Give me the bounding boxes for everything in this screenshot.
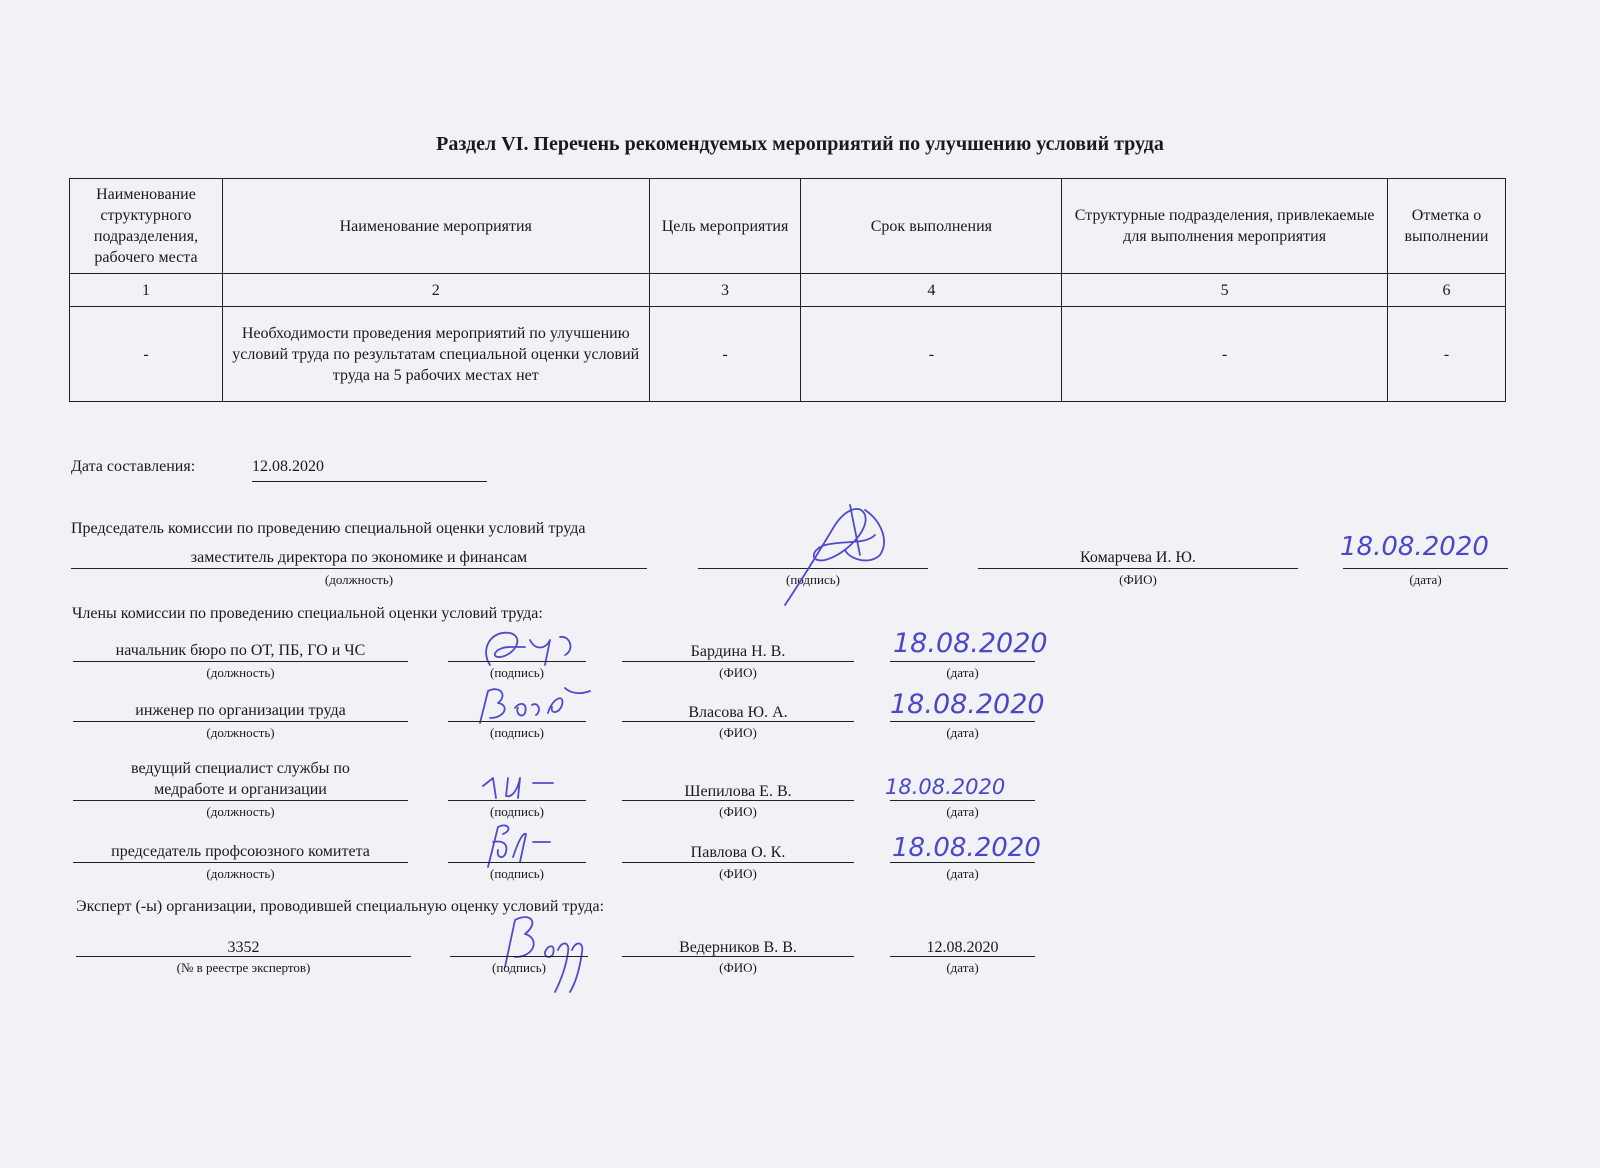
column-number: 4 bbox=[801, 274, 1062, 307]
expert-signature bbox=[490, 912, 600, 997]
table-cell: - bbox=[1062, 307, 1388, 402]
member-position: инженер по организации труда bbox=[135, 702, 346, 719]
member-name-caption: (ФИО) bbox=[719, 725, 757, 740]
member-position-line2: медработе и организации bbox=[154, 781, 327, 798]
chairman-name: Комарчева И. Ю. bbox=[1080, 549, 1196, 566]
member-signature bbox=[470, 625, 590, 670]
expert-signature-line bbox=[450, 956, 588, 957]
member-position-line bbox=[73, 862, 408, 863]
member-signature-caption: (подпись) bbox=[490, 804, 544, 819]
member-position-line bbox=[73, 800, 408, 801]
member-date-line bbox=[890, 721, 1035, 722]
member-name-caption: (ФИО) bbox=[719, 866, 757, 881]
table-number-row bbox=[70, 274, 1506, 307]
header-cell: Цель мероприятия bbox=[649, 179, 801, 274]
table-row bbox=[70, 307, 1506, 402]
table-cell: Необходимости проведения мероприятий по улучшению условий труда по результатам специальной оценки условий труда на 5 рабочих местах нет bbox=[222, 307, 649, 402]
member-position: начальник бюро по ОТ, ПБ, ГО и ЧС bbox=[115, 642, 366, 659]
member-name-line bbox=[622, 661, 854, 662]
column-number: 2 bbox=[222, 274, 649, 307]
member-signature-line bbox=[448, 721, 586, 722]
member-date: 18.08.2020 bbox=[885, 775, 1006, 799]
expert-heading: Эксперт (-ы) организации, проводившей специальную оценку условий труда: bbox=[76, 898, 605, 915]
member-date-caption: (дата) bbox=[946, 804, 979, 819]
member-name-line bbox=[622, 862, 854, 863]
expert-date-caption: (дата) bbox=[946, 960, 979, 975]
expert-date-line bbox=[890, 956, 1035, 957]
chairman-name-caption: (ФИО) bbox=[1119, 572, 1157, 587]
header-cell: Отметка о выполнении bbox=[1388, 179, 1506, 274]
member-name-line bbox=[622, 800, 854, 801]
expert-registry-number: 3352 bbox=[227, 939, 260, 956]
expert-signature-caption: (подпись) bbox=[492, 960, 546, 975]
column-number: 1 bbox=[70, 274, 223, 307]
member-date-line bbox=[890, 862, 1035, 863]
table-cell: - bbox=[70, 307, 223, 402]
date-compiled-value: 12.08.2020 bbox=[252, 458, 324, 475]
header-cell: Срок выполнения bbox=[801, 179, 1062, 274]
member-signature-line bbox=[448, 800, 586, 801]
member-position-line bbox=[73, 661, 408, 662]
date-compiled-label: Дата составления: bbox=[71, 458, 196, 475]
member-date-caption: (дата) bbox=[946, 866, 979, 881]
members-heading: Члены комиссии по проведению специальной оценки условий труда: bbox=[72, 605, 543, 622]
member-date-line bbox=[890, 800, 1035, 801]
member-date-caption: (дата) bbox=[946, 665, 979, 680]
expert-date: 12.08.2020 bbox=[926, 939, 999, 956]
chairman-position: заместитель директора по экономике и финансам bbox=[190, 549, 528, 566]
chairman-position-caption: (должность) bbox=[324, 572, 394, 587]
table-cell: - bbox=[1388, 307, 1506, 402]
member-position: председатель профсоюзного комитета bbox=[111, 843, 370, 860]
section-title: Раздел VI. Перечень рекомендуемых мероприятий по улучшению условий труда bbox=[436, 133, 1164, 155]
chairman-name-line bbox=[978, 568, 1298, 569]
measures-table bbox=[69, 178, 1506, 402]
member-name: Власова Ю. А. bbox=[688, 704, 788, 721]
column-number: 5 bbox=[1062, 274, 1388, 307]
header-cell: Структурные подразделения, привлекаемые для выполнения мероприятия bbox=[1062, 179, 1388, 274]
member-name-caption: (ФИО) bbox=[719, 804, 757, 819]
header-cell: Наименование структурного подразделения, рабочего места bbox=[70, 179, 223, 274]
member-signature-line bbox=[448, 661, 586, 662]
member-date: 18.08.2020 bbox=[890, 689, 1045, 720]
member-name: Павлова О. К. bbox=[690, 844, 786, 861]
member-signature-caption: (подпись) bbox=[490, 665, 544, 680]
expert-name-line bbox=[622, 956, 854, 957]
member-signature-caption: (подпись) bbox=[490, 725, 544, 740]
member-name: Шепилова Е. В. bbox=[684, 783, 792, 800]
chairman-date-line bbox=[1343, 568, 1508, 569]
chairman-position-line bbox=[71, 568, 647, 569]
chairman-date: 18.08.2020 bbox=[1340, 532, 1489, 562]
member-date: 18.08.2020 bbox=[893, 628, 1048, 659]
chairman-signature-caption: (подпись) bbox=[786, 572, 840, 587]
column-number: 3 bbox=[649, 274, 801, 307]
member-position-caption: (должность) bbox=[206, 804, 275, 819]
table-header-row bbox=[70, 179, 1506, 274]
member-date-caption: (дата) bbox=[946, 725, 979, 740]
member-signature bbox=[478, 768, 578, 803]
chairman-date-caption: (дата) bbox=[1409, 572, 1442, 587]
member-position-line bbox=[73, 721, 408, 722]
member-signature-caption: (подпись) bbox=[490, 866, 544, 881]
chairman-heading: Председатель комиссии по проведению специальной оценки условий труда bbox=[71, 520, 586, 537]
member-position-caption: (должность) bbox=[206, 866, 275, 881]
member-name-line bbox=[622, 721, 854, 722]
expert-registry-line bbox=[76, 956, 411, 957]
member-position-line1: ведущий специалист службы по bbox=[131, 760, 350, 777]
date-compiled-line bbox=[252, 481, 487, 482]
chairman-signature bbox=[765, 495, 905, 615]
expert-registry-caption: (№ в реестре экспертов) bbox=[176, 960, 311, 975]
expert-name-caption: (ФИО) bbox=[719, 960, 757, 975]
member-signature bbox=[478, 822, 578, 872]
member-position-caption: (должность) bbox=[206, 665, 275, 680]
member-name: Бардина Н. В. bbox=[690, 643, 786, 660]
column-number: 6 bbox=[1388, 274, 1506, 307]
table-cell: - bbox=[801, 307, 1062, 402]
member-signature-line bbox=[448, 862, 586, 863]
expert-name: Ведерников В. В. bbox=[679, 939, 797, 956]
member-name-caption: (ФИО) bbox=[719, 665, 757, 680]
member-date-line bbox=[890, 661, 1035, 662]
member-date: 18.08.2020 bbox=[892, 833, 1041, 863]
table-cell: - bbox=[649, 307, 801, 402]
header-cell: Наименование мероприятия bbox=[222, 179, 649, 274]
member-position-caption: (должность) bbox=[206, 725, 275, 740]
